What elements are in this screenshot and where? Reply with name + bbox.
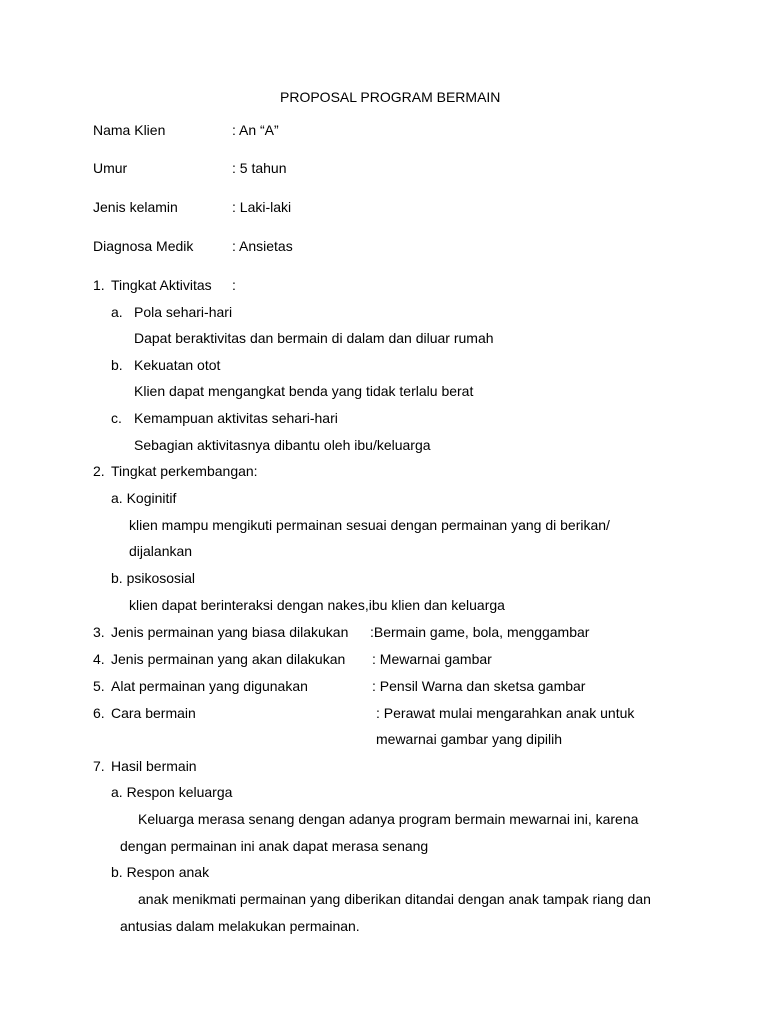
- identity-label-gender: Jenis kelamin: [93, 199, 178, 215]
- section-1a-text: Dapat beraktivitas dan bermain di dalam dan diluar rumah: [134, 330, 494, 346]
- section-2a-text-line-1: klien mampu mengikuti permainan sesuai dengan permainan yang di berikan/: [129, 517, 610, 533]
- section-1a-marker: a.: [111, 304, 123, 320]
- section-4-number: 4.: [93, 651, 105, 667]
- section-6-value-line-2: mewarnai gambar yang dipilih: [376, 731, 562, 747]
- section-6-label: Cara bermain: [111, 705, 196, 721]
- section-1b-label: Kekuatan otot: [134, 357, 221, 373]
- section-1b-text: Klien dapat mengangkat benda yang tidak terlalu berat: [134, 383, 474, 399]
- section-2b-text: klien dapat berinteraksi dengan nakes,ibu klien dan keluarga: [129, 597, 505, 613]
- section-7b-text-line-2: antusias dalam melakukan permainan.: [120, 918, 360, 934]
- section-7a-text-line-1: Keluarga merasa senang dengan adanya program bermain mewarnai ini, karena: [138, 811, 639, 827]
- identity-value-diagnosis: : Ansietas: [232, 238, 293, 254]
- identity-label-diagnosis: Diagnosa Medik: [93, 238, 194, 254]
- section-7a-label: a. Respon keluarga: [111, 784, 233, 800]
- section-2-number: 2.: [93, 463, 105, 479]
- section-6-number: 6.: [93, 705, 105, 721]
- identity-value-age: : 5 tahun: [232, 160, 287, 176]
- section-2a-label: a. Koginitif: [111, 490, 177, 506]
- section-7b-label: b. Respon anak: [111, 864, 210, 880]
- section-1-colon: :: [232, 277, 236, 293]
- section-2b-label: b. psikososial: [111, 570, 196, 586]
- section-5-number: 5.: [93, 678, 105, 694]
- section-1-number: 1.: [93, 277, 105, 293]
- section-7a-text-line-2: dengan permainan ini anak dapat merasa senang: [120, 838, 429, 854]
- identity-label-name: Nama Klien: [93, 122, 166, 138]
- section-4-value: : Mewarnai gambar: [372, 651, 492, 667]
- section-7-number: 7.: [93, 758, 105, 774]
- section-2a-text-line-2: dijalankan: [129, 543, 193, 559]
- section-7-heading: Hasil bermain: [111, 758, 197, 774]
- section-3-value: :Bermain game, bola, menggambar: [370, 624, 590, 640]
- section-1-heading: Tingkat Aktivitas: [111, 277, 212, 293]
- section-7b-text-line-1: anak menikmati permainan yang diberikan ditandai dengan anak tampak riang dan: [138, 891, 651, 907]
- section-3-label: Jenis permainan yang biasa dilakukan: [111, 624, 349, 640]
- section-5-value: : Pensil Warna dan sketsa gambar: [372, 678, 586, 694]
- section-1c-text: Sebagian aktivitasnya dibantu oleh ibu/keluarga: [134, 437, 431, 453]
- section-2-heading: Tingkat perkembangan:: [111, 463, 258, 479]
- section-1c-label: Kemampuan aktivitas sehari-hari: [134, 410, 338, 426]
- section-5-label: Alat permainan yang digunakan: [111, 678, 308, 694]
- identity-label-age: Umur: [93, 160, 128, 176]
- identity-value-gender: : Laki-laki: [232, 199, 292, 215]
- page-title: PROPOSAL PROGRAM BERMAIN: [280, 89, 501, 105]
- section-4-label: Jenis permainan yang akan dilakukan: [111, 651, 346, 667]
- section-1b-marker: b.: [111, 357, 123, 373]
- section-1a-label: Pola sehari-hari: [134, 304, 233, 320]
- section-6-value-line-1: : Perawat mulai mengarahkan anak untuk: [376, 705, 635, 721]
- section-3-number: 3.: [93, 624, 105, 640]
- identity-value-name: : An “A”: [232, 122, 279, 138]
- section-1c-marker: c.: [111, 410, 122, 426]
